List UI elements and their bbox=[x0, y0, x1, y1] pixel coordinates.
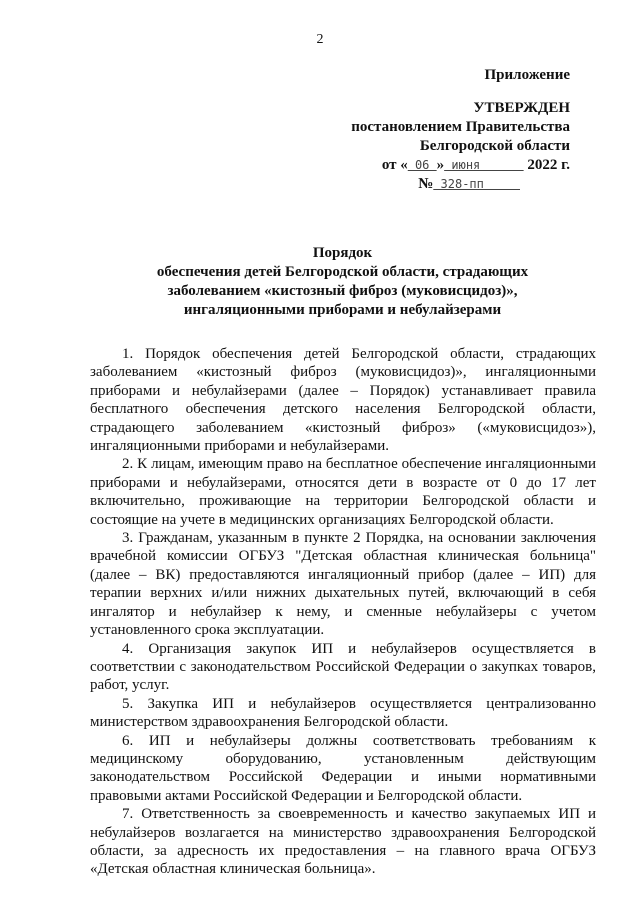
paragraph-4: 4. Организация закупок ИП и небулайзеров осуществляется в соответствии с законодательством Российской Федерации о закупках товаров, работ, услуг. bbox=[90, 640, 596, 694]
approval-date bbox=[310, 156, 570, 175]
number-prefix: № bbox=[418, 176, 434, 192]
title-line-4: ингаляционными приборами и небулайзерами bbox=[183, 302, 502, 318]
approval-number bbox=[310, 175, 520, 194]
document-body bbox=[90, 345, 596, 879]
approval-block bbox=[310, 66, 570, 194]
date-year: 2022 г. bbox=[523, 157, 570, 173]
date-mid: » bbox=[436, 157, 445, 173]
paragraph-5: 5. Закупка ИП и небулайзеров осуществляется централизованно министерством здравоохранения Белгородской области. bbox=[90, 695, 596, 731]
approved-label: УТВЕРЖДЕН bbox=[473, 100, 570, 116]
paragraph-1: 1. Порядок обеспечения детей Белгородской области, страдающих заболеванием «кистозный фиброз (муковисцидоз)», ингаляционными приборами и небулайзерами (далее – Порядок) устанавливает правила бесплатного обеспечения детского населения Белгородской области, страдающего заболеванием «кистозный фиброз» («муковисцидоз»), ингаляционными приборами и небулайзерами. bbox=[90, 346, 596, 455]
title-line-1: Порядок bbox=[312, 245, 373, 261]
date-prefix: от « bbox=[381, 157, 408, 173]
paragraph-3: 3. Гражданам, указанным в пункте 2 Порядка, на основании заключения врачебной комиссии ОГБУЗ "Детская областная клиническая больница" (далее – ВК) предоставляются ингаляционный прибор (далее – ИП) для терапии верхних и/или нижних дыхательных путей, включающий в себя ингалятор и небулайзер к нему, и сменные небулайзеры с учетом установленного срока эксплуатации. bbox=[90, 530, 596, 639]
approval-line-1: постановлением Правительства bbox=[351, 119, 570, 135]
appendix-label: Приложение bbox=[484, 67, 570, 83]
page-number: 2 bbox=[316, 32, 324, 47]
paragraph-6: 6. ИП и небулайзеры должны соответствовать требованиям к медицинскому оборудованию, установленным действующим законодательством Российской Федерации и иными нормативными правовыми актами Российской Федерации и Белгородской области. bbox=[90, 732, 596, 804]
approval-line-2: Белгородской области bbox=[419, 138, 570, 154]
paragraph-2: 2. К лицам, имеющим право на бесплатное обеспечение ингаляционными приборами и небулайзерами, относятся дети в возрасте от 0 до 17 лет включительно, проживающие на территории Белгородской области и состоящие на учете в медицинских организациях Белгородской области. bbox=[90, 456, 596, 528]
date-day: 06 bbox=[407, 158, 437, 172]
number-value: 328-пп bbox=[433, 177, 520, 191]
document-title bbox=[90, 244, 595, 320]
date-month: июня bbox=[444, 158, 524, 172]
paragraph-7: 7. Ответственность за своевременность и качество закупаемых ИП и небулайзеров возлагается на министерство здравоохранения Белгородской области, за адресность их предоставления – на главного врача ОГБУЗ «Детская областная клиническая больница». bbox=[90, 806, 596, 878]
title-line-3: заболеванием «кистозный фиброз (муковисцидоз)», bbox=[167, 283, 518, 299]
title-line-2: обеспечения детей Белгородской области, страдающих bbox=[156, 264, 529, 280]
